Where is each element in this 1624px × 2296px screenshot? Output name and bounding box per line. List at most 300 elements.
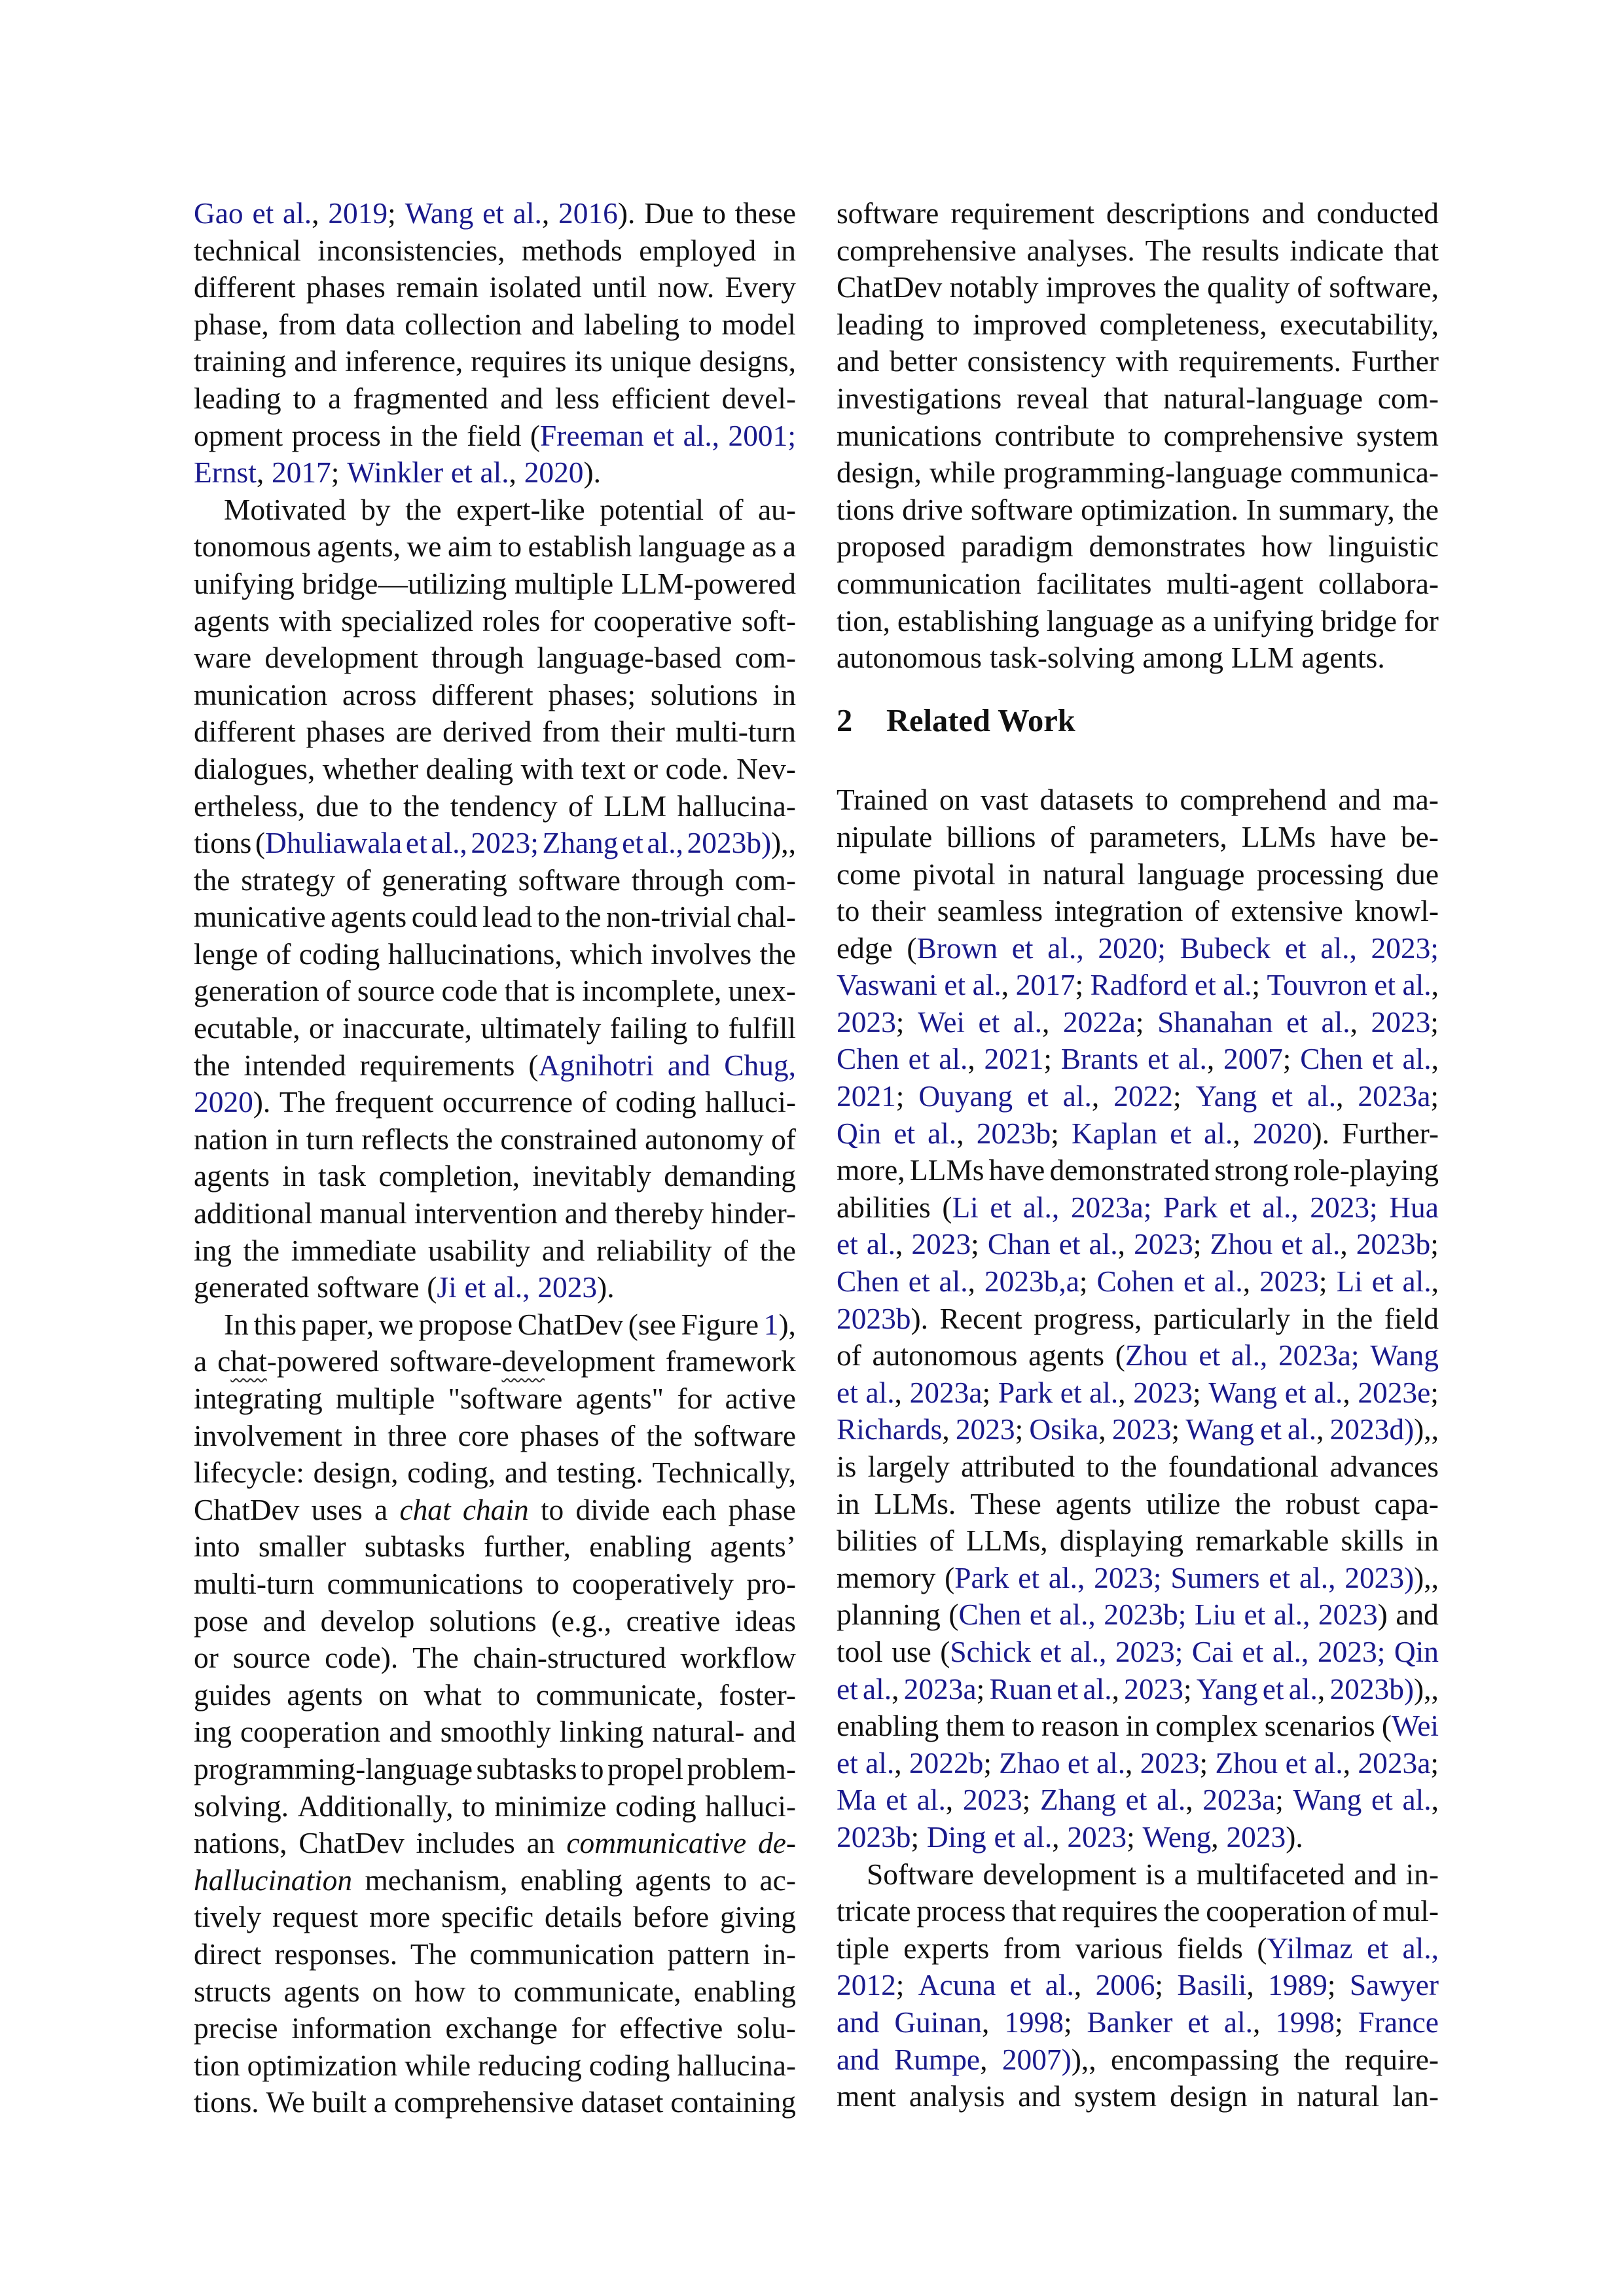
word: agents [287, 1678, 363, 1712]
word: 2023d)),, [1329, 1413, 1439, 1446]
word: communications [327, 1567, 524, 1600]
word: whether [322, 752, 418, 785]
word: process [916, 1895, 1006, 1928]
word: communicate, [535, 1678, 704, 1712]
word: of [610, 1419, 636, 1452]
word: agents [194, 604, 270, 637]
text-line [194, 825, 796, 862]
word: 2023b,a; [984, 1265, 1088, 1299]
word: for [677, 1382, 712, 1415]
text-line [194, 2047, 796, 2085]
word: utilize [1146, 1487, 1221, 1520]
word: built [312, 2086, 367, 2119]
text-line [837, 1967, 1439, 2004]
word: et [1183, 1265, 1205, 1299]
word: is [555, 975, 576, 1008]
word: phase, [194, 308, 269, 341]
word: of [1352, 1895, 1377, 1928]
word: roles [482, 604, 541, 637]
word: come [837, 857, 901, 891]
word: the [1163, 271, 1200, 304]
word: Radford [1090, 969, 1188, 1002]
word: robust [1286, 1487, 1360, 1520]
word: uses [311, 1493, 363, 1526]
word: of [325, 975, 351, 1008]
word: The [412, 1641, 459, 1675]
word: what [424, 1678, 482, 1712]
word: the [243, 1234, 280, 1267]
word: et [1286, 1005, 1308, 1039]
text-line [837, 1819, 1439, 1856]
word: source [357, 975, 435, 1008]
word: expert-like [456, 493, 585, 526]
word: inconsistencies, [317, 234, 505, 267]
word: 2023; [1133, 1376, 1201, 1409]
word: divide [575, 1493, 650, 1526]
word: reducing [478, 2049, 582, 2082]
word: field [1384, 1302, 1439, 1335]
word: et [1371, 1784, 1393, 1817]
word: software [518, 863, 621, 897]
word: solutions [650, 678, 758, 711]
word: and [504, 1456, 548, 1490]
word: and [531, 308, 575, 341]
word: how [414, 1975, 466, 2008]
word: Qin [837, 1117, 882, 1150]
word: (Chen [948, 1598, 1022, 1632]
word: natural-language [1163, 382, 1363, 415]
word: 2023b; [1104, 1598, 1187, 1632]
word: tions [837, 493, 895, 526]
word: Wei [917, 1005, 965, 1039]
word: Li [1336, 1265, 1363, 1299]
word: information [291, 2012, 432, 2045]
word: opment [194, 419, 283, 452]
word: unifying [194, 567, 295, 600]
word: al., [1083, 1672, 1119, 1706]
word: propel [607, 1752, 683, 1785]
word: direct [194, 1937, 262, 1971]
word: al., [647, 827, 683, 860]
word: chain-structured [473, 1641, 666, 1675]
word: de- [758, 1827, 796, 1860]
word: in [772, 678, 796, 711]
word: Zhou [1210, 1228, 1273, 1261]
word: natural [1043, 857, 1126, 891]
word: employed [639, 234, 757, 267]
text-line [837, 1041, 1439, 1078]
word: The [1145, 234, 1192, 267]
word: Chan [987, 1228, 1051, 1261]
word: ChatDev [837, 271, 943, 304]
text-line [837, 1930, 1439, 1967]
text-line [837, 781, 1439, 819]
word: ment [837, 2080, 896, 2113]
text-line [837, 1374, 1439, 1412]
word: ware [194, 641, 252, 675]
word: lifecycle: [194, 1456, 304, 1490]
text-line [837, 269, 1439, 306]
word: on [378, 1678, 408, 1712]
word: strong [1214, 1154, 1289, 1187]
text-line [837, 967, 1439, 1004]
word: inevitably [532, 1160, 651, 1193]
word: nipulate [837, 820, 933, 853]
word: leading [837, 308, 924, 341]
word: software [317, 1271, 420, 1304]
word: Chen [837, 1265, 899, 1299]
word: in [389, 419, 413, 452]
word: generating [382, 863, 507, 897]
text-line [837, 639, 1439, 677]
word: with [279, 604, 332, 637]
word: LLM [1231, 641, 1294, 675]
word: inaccurate, [342, 1012, 473, 1045]
word: tions. [194, 2086, 259, 2119]
word: 2006; [1095, 1969, 1164, 2002]
word: and [500, 382, 543, 415]
word: is [1145, 1857, 1166, 1891]
word: establish [528, 530, 632, 564]
word: al., [1402, 1043, 1439, 1076]
word: precise [194, 2012, 278, 2045]
word: halluci- [705, 1086, 796, 1119]
word: 2020). [194, 1086, 271, 1119]
word: to [702, 197, 726, 230]
word: et [1284, 931, 1307, 965]
word: that [1011, 1895, 1056, 1928]
word: immediate [291, 1234, 417, 1267]
word: optimization [247, 2049, 398, 2082]
word: to [497, 1678, 520, 1712]
text-line [194, 269, 796, 306]
word: with [520, 752, 574, 785]
word: largely [867, 1450, 950, 1483]
text-line [194, 1566, 796, 1603]
word: devel- [721, 382, 796, 415]
word: task-solving [989, 641, 1135, 675]
word: of [1297, 271, 1322, 304]
word: (Brown [907, 931, 998, 965]
word: development [983, 1857, 1137, 1891]
word: testing. [556, 1456, 643, 1490]
text-line [837, 1634, 1439, 1671]
word: 2023) [1318, 1598, 1388, 1632]
word: memory [837, 1561, 936, 1594]
word: al., [1059, 1598, 1096, 1632]
text-line [194, 1454, 796, 1492]
word: al., [1402, 1265, 1439, 1299]
word: al., [683, 419, 720, 452]
word: to [837, 895, 860, 928]
text-line [194, 2084, 796, 2121]
word: experts [903, 1931, 990, 1965]
word: or [194, 1641, 219, 1675]
word: 2007)),, [1001, 2043, 1096, 2076]
word: the [194, 1049, 230, 1082]
text-line [837, 1226, 1439, 1263]
word: Wang [1185, 1413, 1254, 1446]
word: et [1281, 1228, 1303, 1261]
word: al., [1314, 1746, 1351, 1780]
text-line [194, 1825, 796, 1862]
word: dialogues, [194, 752, 316, 785]
word: different [194, 271, 296, 304]
word: a [194, 1345, 208, 1378]
word: Park [1163, 1191, 1218, 1224]
word: 2020; [1098, 931, 1166, 965]
word: 2023a; [1358, 1746, 1439, 1780]
word: Chen [837, 1043, 899, 1076]
word: before [633, 1901, 710, 1934]
text-line [194, 639, 796, 677]
word: 2023; [1317, 1635, 1386, 1668]
word: and [837, 2043, 880, 2076]
word: and [541, 1234, 585, 1267]
word: this [253, 1308, 297, 1341]
text-line [194, 1899, 796, 1936]
word: of [1194, 895, 1219, 928]
text-line [194, 1047, 796, 1085]
word: comprehensive [837, 234, 1017, 267]
word: the [1402, 493, 1439, 526]
word: requirement [950, 197, 1094, 230]
word: notably [949, 271, 1039, 304]
word: their [610, 715, 665, 749]
word: scenarios [1264, 1710, 1375, 1743]
word: These [970, 1487, 1041, 1520]
word: et [1187, 2005, 1210, 2039]
word: al., [431, 827, 467, 860]
word: al., [1023, 1820, 1060, 1854]
text-line [837, 565, 1439, 603]
word: comprehensive [393, 2086, 574, 2119]
word: the [194, 863, 230, 897]
word: analysis [909, 2080, 1005, 2113]
word: software [693, 1419, 796, 1452]
text-line [837, 2078, 1439, 2115]
word: different [194, 715, 296, 749]
word: across [342, 678, 417, 711]
word: halluci- [705, 1789, 796, 1823]
word: (e.g., [551, 1604, 612, 1638]
word: for [549, 604, 585, 637]
word: fields [1176, 1931, 1243, 1965]
word: munication [194, 678, 328, 711]
word: smoothly [440, 1715, 551, 1749]
text-line [837, 1337, 1439, 1374]
word: 2023; [837, 1005, 905, 1039]
word: 2021; [837, 1080, 905, 1113]
word: collection [405, 308, 522, 341]
section-heading [837, 703, 1439, 740]
word: in [353, 1419, 377, 1452]
text-line [837, 1671, 1439, 1708]
word: and [262, 1604, 306, 1638]
word: software, [1329, 271, 1439, 304]
word: paper, [301, 1308, 374, 1341]
word: incomplete, [582, 975, 722, 1008]
word: solu- [736, 2012, 796, 2045]
word: agents [635, 1863, 712, 1897]
word: various [1075, 1931, 1163, 1965]
word: to [540, 1493, 564, 1526]
paragraph [194, 492, 796, 1306]
word: (Dhuliawala [255, 827, 403, 860]
word: and [837, 2005, 880, 2039]
word: demanding [664, 1160, 796, 1193]
word: Trained [837, 783, 928, 817]
word: requires [471, 345, 567, 378]
word: communicative [566, 1827, 747, 1860]
word: ChatDev [517, 1308, 624, 1341]
word: Sumers [1170, 1561, 1260, 1594]
word: of [723, 1234, 748, 1267]
word: Zhao [999, 1746, 1060, 1780]
word: core [458, 1419, 509, 1452]
word: language-based [537, 641, 722, 675]
word: et [1194, 969, 1216, 1002]
word: that [1394, 234, 1439, 267]
word: extensive [1231, 895, 1343, 928]
word: com- [734, 641, 796, 675]
word: coding [298, 937, 380, 971]
word: to [937, 308, 960, 341]
word: al., [865, 1746, 902, 1780]
word: and [1354, 1857, 1397, 1891]
text-line [837, 1486, 1439, 1523]
word: responses. [274, 1937, 398, 1971]
word: Winkler [347, 456, 444, 490]
text-line [194, 1862, 796, 1899]
text-line [837, 1300, 1439, 1338]
word: Wang [1370, 1339, 1439, 1372]
word: pattern [667, 1937, 750, 1971]
word: by [361, 493, 391, 526]
word: language [1046, 604, 1154, 637]
word: et [994, 1820, 1016, 1854]
word: potential [600, 493, 704, 526]
text-line [837, 603, 1439, 640]
word: 2023; [1371, 931, 1439, 965]
word: guides [194, 1678, 272, 1712]
word: skills [1341, 1524, 1404, 1558]
word: and [753, 1715, 796, 1749]
word: to [462, 1789, 486, 1823]
text-line [194, 1751, 796, 1788]
word: et [908, 1043, 930, 1076]
word: a [374, 1493, 388, 1526]
word: ecutable, [194, 1012, 300, 1045]
word: Yang [1195, 1080, 1257, 1113]
word: software-development [389, 1345, 655, 1378]
word: Hua [1389, 1191, 1439, 1224]
word: et [1170, 1117, 1191, 1150]
word: further, [483, 1530, 571, 1564]
word: dealing [425, 752, 514, 785]
word: capa- [1374, 1487, 1439, 1520]
word: et [990, 1191, 1012, 1224]
word: al., [1307, 1080, 1344, 1113]
word: to [723, 1863, 748, 1897]
word: 2023; [1067, 1820, 1135, 1854]
word: natural- [652, 1715, 745, 1749]
text-line [837, 1115, 1439, 1153]
word: until [592, 271, 647, 304]
word: al., [865, 1376, 902, 1409]
word: with [1115, 345, 1169, 378]
word: or [308, 1012, 334, 1045]
word: 2023; [962, 1784, 1031, 1817]
word: et [908, 1265, 930, 1299]
word: unique [610, 345, 692, 378]
word: 2016). [558, 197, 636, 230]
word: in [1125, 1710, 1149, 1743]
text-line [194, 1195, 796, 1232]
word: code. [665, 752, 729, 785]
word: smaller [258, 1530, 346, 1564]
word: code). [325, 1641, 399, 1675]
text-line [194, 1528, 796, 1566]
word: intended [244, 1049, 346, 1082]
text-line [194, 1232, 796, 1270]
word: al., [1045, 1969, 1082, 2002]
word: derived [442, 715, 532, 749]
word: 1989; [1268, 1969, 1336, 2002]
section-title: Related Work [886, 703, 1075, 738]
word: et [1242, 1635, 1264, 1668]
word: al., [1022, 1191, 1060, 1224]
word: 2022a; [1062, 1005, 1144, 1039]
word: active [725, 1382, 796, 1415]
word: phases [520, 1419, 600, 1452]
word: ma- [1392, 783, 1439, 817]
word: al., [928, 1117, 964, 1150]
word: reflects [361, 1122, 449, 1156]
word: linguistic [1328, 530, 1439, 564]
word: al., [916, 1784, 954, 1817]
word: reveal [1016, 382, 1089, 415]
word: language [638, 530, 746, 564]
word: Further- [1342, 1117, 1439, 1150]
word: et [1027, 1080, 1049, 1113]
text-line [194, 1788, 796, 1825]
word: tion [194, 2049, 240, 2082]
word: executability, [1280, 308, 1439, 341]
word: linking [559, 1715, 644, 1749]
word: coding [588, 2049, 670, 2082]
word: through [431, 641, 524, 675]
word: Shanahan [1157, 1005, 1273, 1039]
word: Ding [926, 1820, 986, 1854]
word: 1), [763, 1308, 796, 1341]
word: Vaswani [837, 969, 937, 1002]
word: datasets [1039, 783, 1134, 817]
word: non-trivial [606, 901, 732, 934]
word: The [279, 1086, 326, 1119]
text-line [194, 380, 796, 418]
word: In [224, 1308, 249, 1341]
word: design, [313, 1456, 399, 1490]
word: indicate [1290, 234, 1384, 267]
word: task [318, 1160, 367, 1193]
word: design [1170, 2080, 1248, 2113]
word: fragmented [353, 382, 489, 415]
word: improves [1045, 271, 1157, 304]
word: and [294, 345, 337, 378]
word: communication [469, 1937, 655, 1971]
word: labeling [583, 308, 680, 341]
